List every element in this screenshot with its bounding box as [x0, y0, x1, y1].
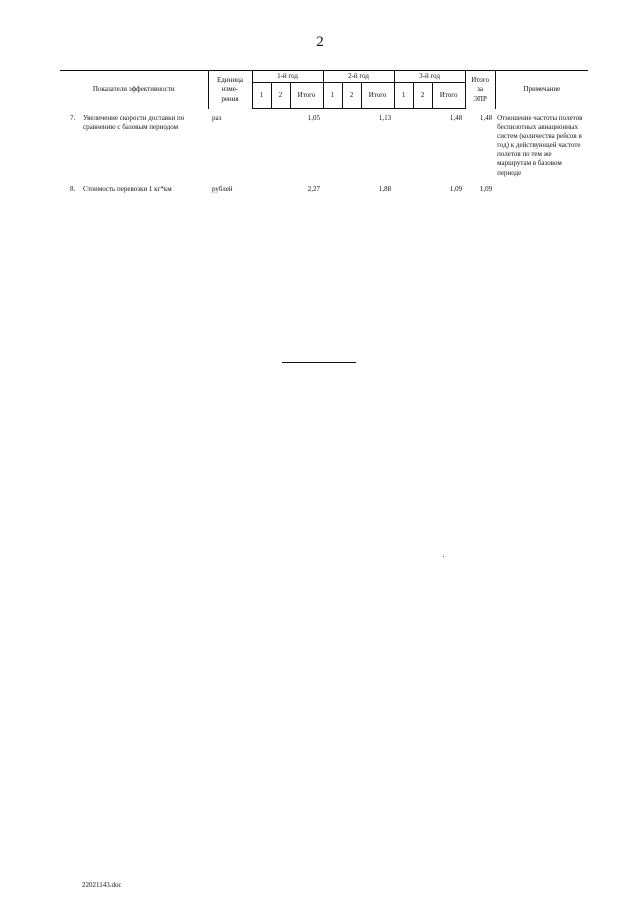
- row-y3-total: 1,09: [449, 184, 463, 193]
- header-year3: 3-й год: [394, 71, 465, 83]
- row-y2-total: 1,13: [378, 114, 392, 123]
- row-unit: рублей: [212, 184, 233, 193]
- header-total-epr: Итого за ЭПР: [465, 71, 495, 109]
- row-number: 8.: [70, 184, 76, 193]
- footer-filename: 22021143.doc: [82, 881, 122, 889]
- header-y1-q2: 2: [271, 83, 290, 109]
- row-y3-total: 1,48: [449, 114, 463, 123]
- header-note: Примечание: [495, 71, 588, 109]
- efficiency-table-container: [60, 70, 588, 194]
- header-y1-q1: 1: [252, 83, 271, 109]
- header-y2-total: Итого: [361, 83, 394, 109]
- row-y1-total: 1,05: [307, 114, 321, 123]
- header-unit: Единица изме- рения: [208, 71, 252, 109]
- page-number: 2: [316, 34, 324, 50]
- row-number: 7.: [70, 113, 76, 122]
- header-y2-q2: 2: [342, 83, 361, 109]
- row-indicator: Стоимость перевозки 1 кг*км: [83, 184, 172, 193]
- row-y2-total: 1,88: [378, 184, 392, 193]
- header-y1-total: Итого: [290, 83, 323, 109]
- row-total-epr: 1,09: [479, 184, 493, 193]
- row-unit: раз: [212, 113, 222, 122]
- header-y3-total: Итого: [432, 83, 465, 109]
- table-row: [60, 178, 588, 194]
- efficiency-table: [60, 70, 588, 194]
- row-indicator: Увеличение скорости доставки по сравнению с базовым периодом: [83, 113, 185, 132]
- row-note: [495, 178, 588, 194]
- header-year1: 1-й год: [252, 71, 323, 83]
- scan-speck: [443, 556, 444, 557]
- separator-line: [282, 362, 356, 363]
- table-row: [60, 109, 588, 178]
- header-y2-q1: 1: [323, 83, 342, 109]
- row-note: Отношение частоты полетов беспилотных авиационных систем (количества рейсов в год) к действующей частоте полетов по тем же маршрутам в базовом периоде: [497, 113, 583, 177]
- header-indicators: Показатели эффективности: [60, 71, 208, 109]
- header-y3-q2: 2: [413, 83, 432, 109]
- header-year2: 2-й год: [323, 71, 394, 83]
- row-total-epr: 1,48: [479, 113, 493, 122]
- header-y3-q1: 1: [394, 83, 413, 109]
- row-y1-total: 2,27: [307, 184, 321, 193]
